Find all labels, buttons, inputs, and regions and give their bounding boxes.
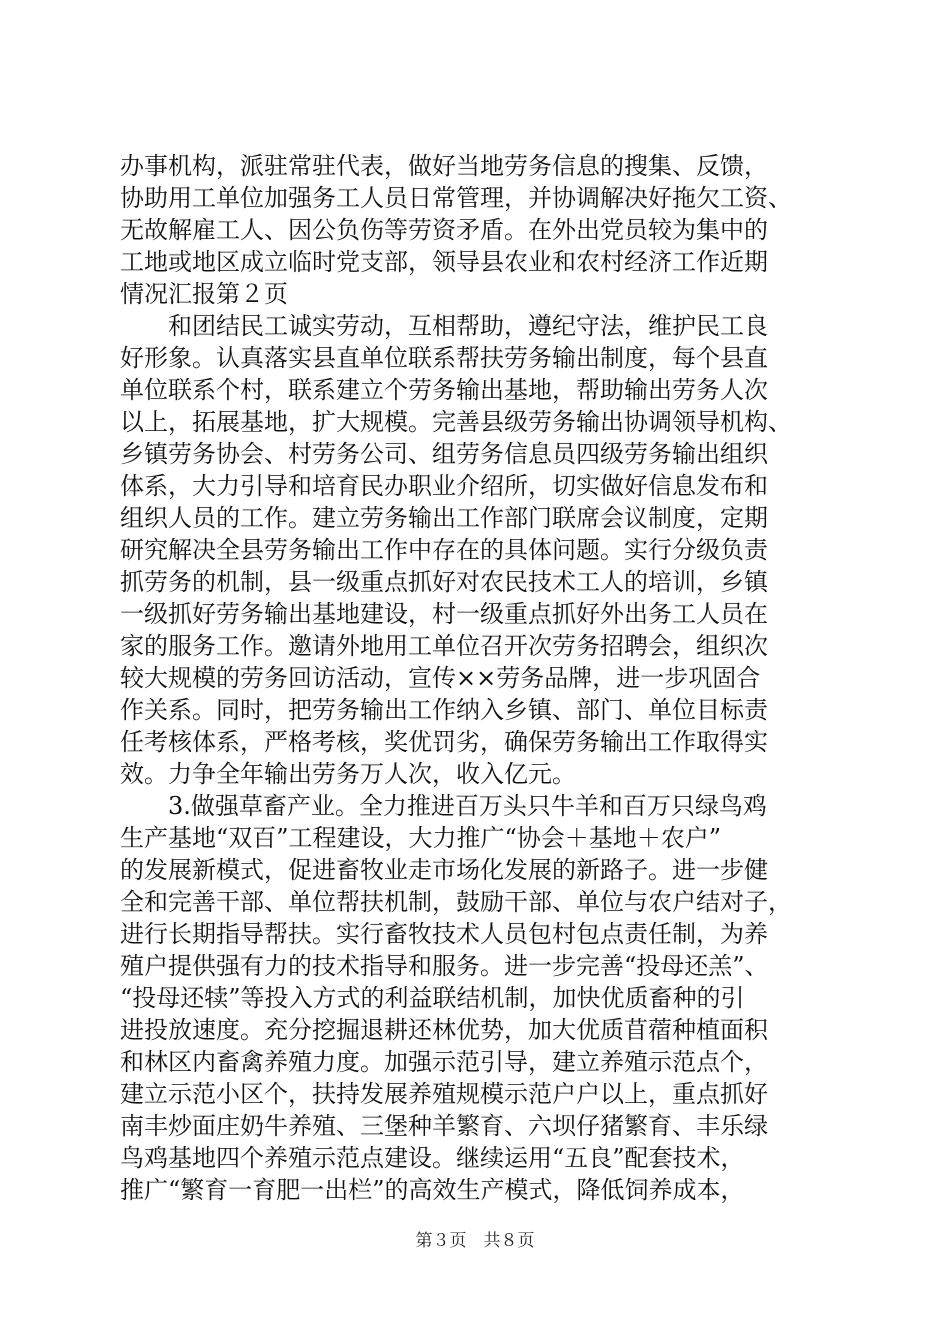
text-line: 组织人员的工作。建立劳务输出工作部门联席会议制度，定期	[120, 504, 768, 532]
text-line: 鸟鸡基地四个养殖示范点建设。继续运用“五良”配套技术，	[120, 1144, 745, 1172]
text-line: 情况汇报第２页	[120, 280, 288, 308]
text-line: 建立示范小区个，扶持发展养殖规模示范户户以上，重点抓好	[120, 1080, 768, 1108]
text-line: 协助用工单位加强务工人员日常管理，并协调解决好拖欠工资、	[120, 184, 792, 212]
text-line: 的发展新模式，促进畜牧业走市场化发展的新路子。进一步健	[120, 856, 768, 884]
text-line: 办事机构，派驻常驻代表，做好当地劳务信息的搜集、反馈，	[120, 152, 768, 180]
text-line: 工地或地区成立临时党支部，领导县农业和农村经济工作近期	[120, 248, 768, 276]
text-line: 生产基地“双百”工程建设，大力推广“协会＋基地＋农户”	[120, 824, 722, 852]
text-line: 南丰炒面庄奶牛养殖、三堡种羊繁育、六坝仔猪繁育、丰乐绿	[120, 1112, 768, 1140]
text-line: 家的服务工作。邀请外地用工单位召开次劳务招聘会，组织次	[120, 632, 768, 660]
text-line: 好形象。认真落实县直单位联系帮扶劳务输出制度，每个县直	[120, 344, 768, 372]
page-number-footer: 第３页 共８页	[415, 1231, 535, 1251]
text-line: 体系，大力引导和培育民办职业介绍所，切实做好信息发布和	[120, 472, 768, 500]
text-line: 全和完善干部、单位帮扶机制，鼓励干部、单位与农户结对子，	[120, 888, 792, 916]
text-line: 任考核体系，严格考核，奖优罚劣，确保劳务输出工作取得实	[120, 728, 768, 756]
text-line: 推广“繁育一育肥一出栏”的高效生产模式，降低饲养成本，	[120, 1176, 745, 1204]
body-text	[120, 150, 840, 1206]
text-line: 以上，拓展基地，扩大规模。完善县级劳务输出协调领导机构、	[120, 408, 792, 436]
text-line: 殖户提供强有力的技术指导和服务。进一步完善“投母还羔”、	[120, 952, 769, 980]
text-line: 研究解决全县劳务输出工作中存在的具体问题。实行分级负责	[120, 536, 768, 564]
text-line: 效。力争全年输出劳务万人次，收入亿元。	[120, 760, 576, 788]
text-line: 进投放速度。充分挖掘退耕还林优势，加大优质苜蓿种植面积	[120, 1016, 768, 1044]
text-line: 和林区内畜禽养殖力度。加强示范引导，建立养殖示范点个，	[120, 1048, 768, 1076]
text-line: 无故解雇工人、因公负伤等劳资矛盾。在外出党员较为集中的	[120, 216, 768, 244]
text-line: 单位联系个村，联系建立个劳务输出基地，帮助输出劳务人次	[120, 376, 768, 404]
text-line: “投母还犊”等投入方式的利益联结机制，加快优质畜种的引	[120, 984, 745, 1012]
text-line: 进行长期指导帮扶。实行畜牧技术人员包村包点责任制，为养	[120, 920, 768, 948]
text-line: 作关系。同时，把劳务输出工作纳入乡镇、部门、单位目标责	[120, 696, 768, 724]
text-line: 乡镇劳务协会、村劳务公司、组劳务信息员四级劳务输出组织	[120, 440, 768, 468]
text-line: 抓劳务的机制，县一级重点抓好对农民技术工人的培训，乡镇	[120, 568, 768, 596]
text-line: 一级抓好劳务输出基地建设，村一级重点抓好外出务工人员在	[120, 600, 768, 628]
text-line: 和团结民工诚实劳动，互相帮助，遵纪守法，维护民工良	[120, 312, 768, 340]
text-line: 较大规模的劳务回访活动，宣传××劳务品牌，进一步巩固合	[120, 664, 761, 692]
text-line: 3.做强草畜产业。全力推进百万头只牛羊和百万只绿鸟鸡	[120, 792, 767, 820]
